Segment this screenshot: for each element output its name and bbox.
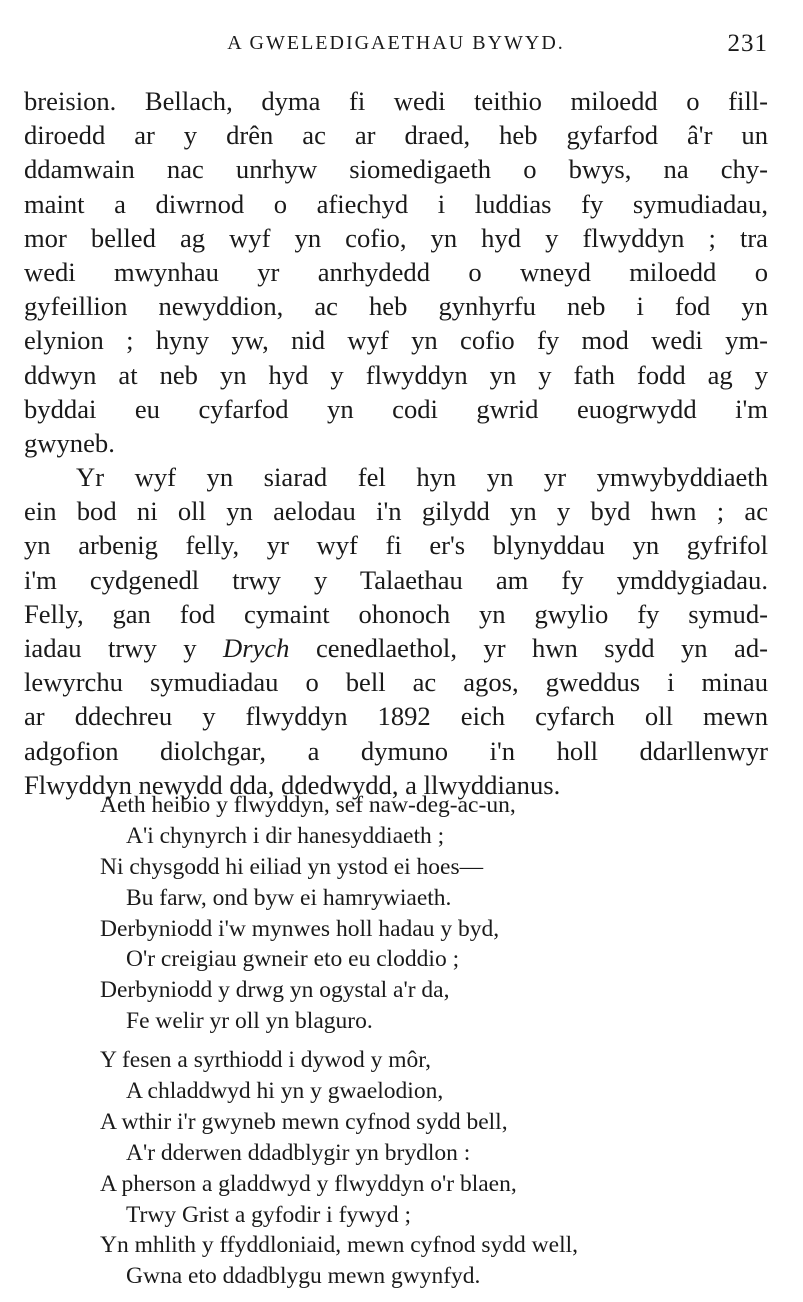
text-line: lewyrchu symudiadau o bell ac agos, gweddus i minau (24, 667, 768, 698)
text-line: yn arbenig felly, yr wyf fi er's blynyddau yn gyfrifol (24, 530, 768, 561)
verse-line: Fe welir yr oll yn blaguro. (126, 1008, 373, 1035)
paragraph-2 (24, 460, 768, 802)
text-line: Yr wyf yn siarad fel hyn yn yr ymwybyddiaeth (76, 462, 768, 493)
newspaper-title-drych: Drych (223, 633, 290, 663)
verse-line: Yn mhlith y ffyddloniaid, mewn cyfnod sydd well, (100, 1232, 578, 1259)
text-line: elynion ; hyny yw, nid wyf yn cofio fy mod wedi ym- (24, 325, 768, 356)
poem-stanza-1 (100, 790, 760, 1037)
text-line: ar ddechreu y flwyddyn 1892 eich cyfarch oll mewn (24, 701, 768, 732)
running-title: A GWELEDIGAETHAU BYWYD. (227, 32, 565, 54)
verse-line: Y fesen a syrthiodd i dywod y môr, (100, 1047, 432, 1074)
text-line: i'm cydgenedl trwy y Talaethau am fy ymddygiadau. (24, 564, 768, 595)
verse-line: A'r dderwen ddadblygir yn brydlon : (126, 1139, 471, 1166)
verse-line: A chladdwyd hi yn y gwaelodion, (126, 1078, 444, 1105)
verse-line: A pherson a gladdwyd y flwyddyn o'r blaen, (100, 1170, 517, 1197)
paragraph-1 (24, 84, 768, 460)
verse-line: Bu farw, ond byw ei hamrywiaeth. (126, 884, 452, 911)
prose-body (24, 84, 768, 802)
poem (100, 790, 760, 1292)
verse-line: Aeth heibio y flwyddyn, sef naw-deg-ac-un, (100, 792, 516, 818)
text-line: Flwyddyn newydd dda, ddedwydd, a llwyddianus. (24, 769, 561, 800)
page-header (24, 30, 768, 64)
text-line: wedi mwynhau yr anrhydedd o wneyd miloedd o (24, 256, 768, 287)
text-fragment: cenedlaethol, yr hwn sydd yn ad- (289, 633, 768, 663)
text-line-with-italic (24, 631, 768, 665)
text-line: byddai eu cyfarfod yn codi gwrid euogrwydd i'm (24, 393, 768, 424)
text-line: mor belled ag wyf yn cofio, yn hyd y flwyddyn ; tra (24, 222, 768, 253)
verse-line: Ni chysgodd hi eiliad yn ystod ei hoes— (100, 853, 484, 880)
text-line: breision. Bellach, dyma fi wedi teithio miloedd o fill- (24, 86, 768, 116)
text-line: ein bod ni oll yn aelodau i'n gilydd yn y byd hwn ; ac (24, 496, 768, 527)
verse-line: Trwy Grist a gyfodir i fywyd ; (126, 1201, 412, 1228)
verse-line: Gwna eto ddadblygu mewn gwynfyd. (126, 1263, 481, 1290)
text-line: ddwyn at neb yn hyd y flwyddyn yn y fath fodd ag y (24, 359, 768, 390)
text-line: diroedd ar y drên ac ar draed, heb gyfarfod â'r un (24, 120, 768, 151)
text-fragment: iadau trwy y (24, 633, 224, 663)
text-line: gyfeillion newyddion, ac heb gynhyrfu neb i fod yn (24, 291, 768, 322)
verse-line: Derbyniodd y drwg yn ogystal a'r da, (100, 977, 450, 1004)
poem-stanza-2 (100, 1045, 760, 1292)
text-line: maint a diwrnod o afiechyd i luddias fy symudiadau, (24, 188, 768, 219)
text-line: gwyneb. (24, 427, 115, 458)
verse-line: O'r creigiau gwneir eto eu cloddio ; (126, 946, 460, 973)
page-number: 231 (727, 30, 768, 57)
verse-line: Derbyniodd i'w mynwes holl hadau y byd, (100, 915, 500, 942)
text-line: Felly, gan fod cymaint ohonoch yn gwylio fy symud- (24, 598, 768, 629)
text-line: adgofion diolchgar, a dymuno i'n holl ddarllenwyr (24, 735, 768, 766)
verse-line: A wthir i'r gwyneb mewn cyfnod sydd bell, (100, 1108, 508, 1135)
text-line: ddamwain nac unrhyw siomedigaeth o bwys, na chy- (24, 154, 768, 185)
verse-line: A'i chynyrch i dir hanesyddiaeth ; (126, 822, 445, 849)
